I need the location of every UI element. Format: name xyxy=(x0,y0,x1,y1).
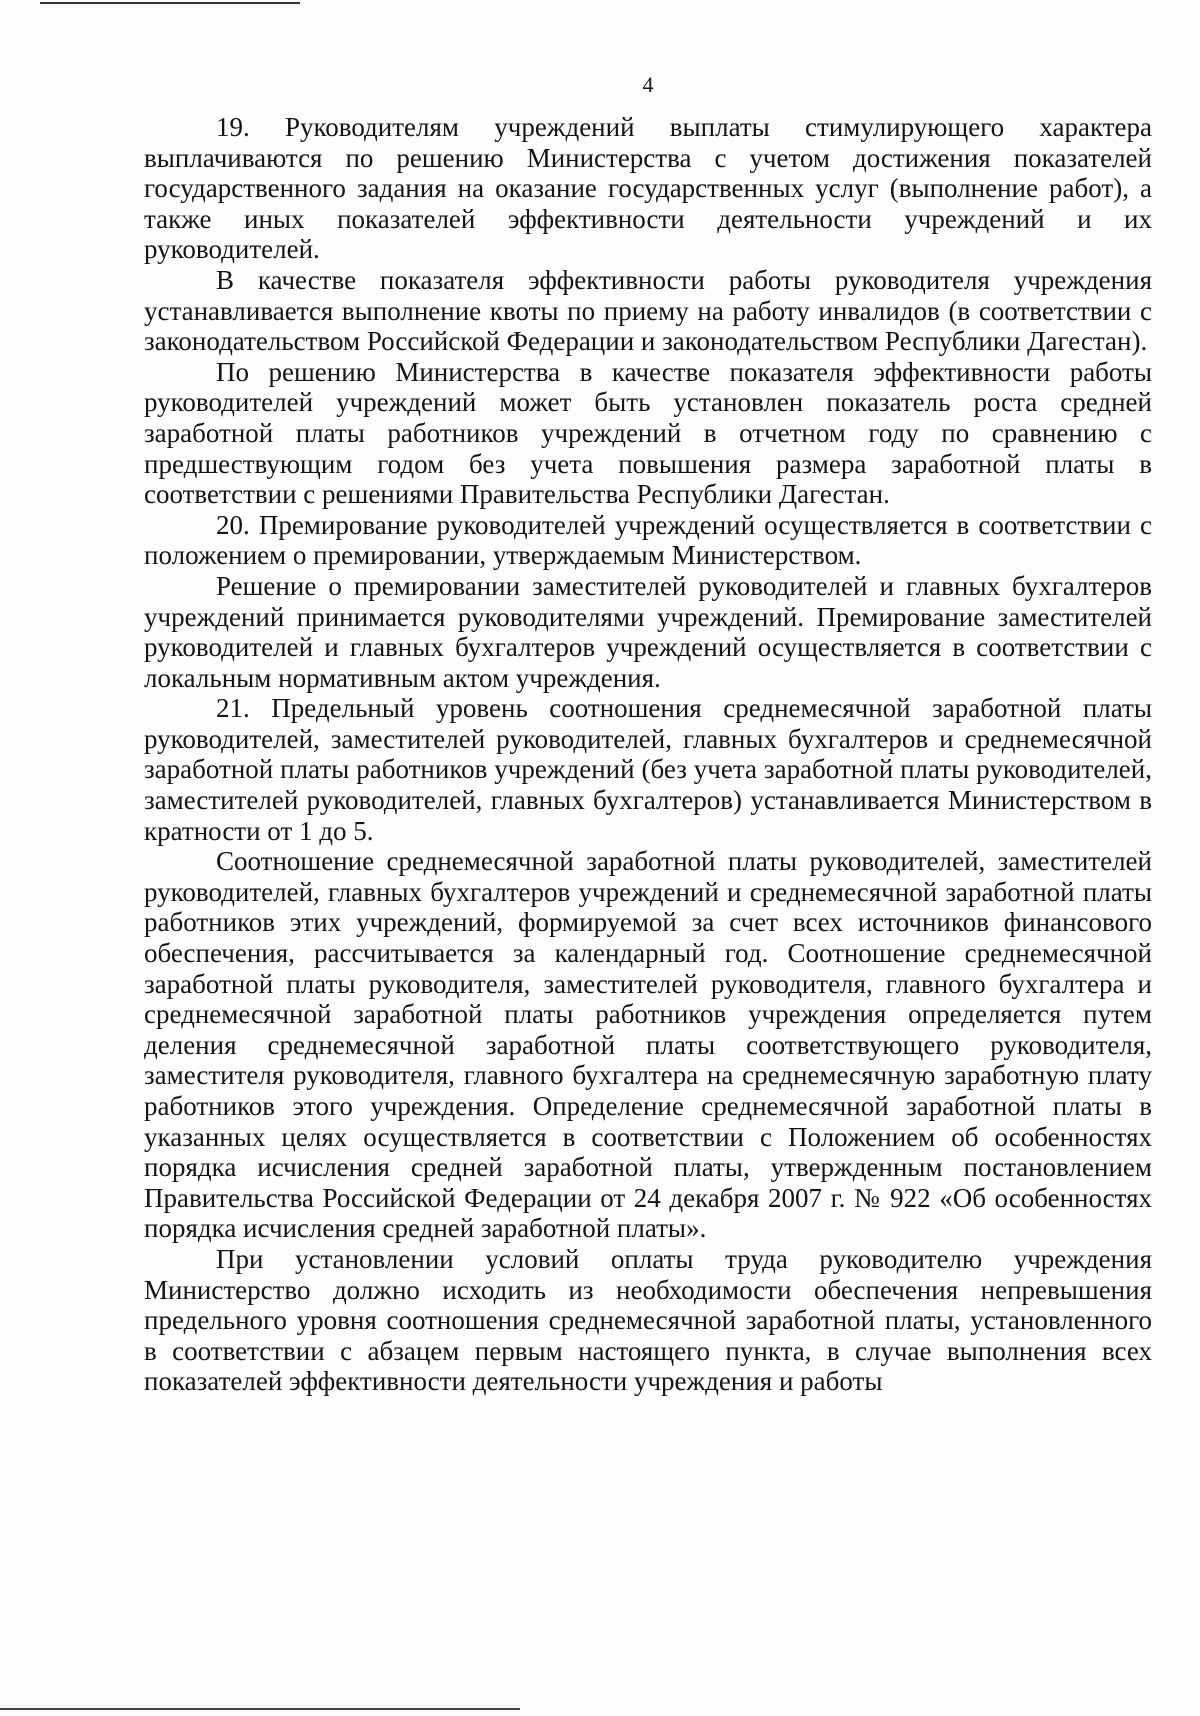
document-body xyxy=(144,112,1152,1397)
paragraph-20-bonus: 20. Премирование руководителей учреждений осуществляется в соответствии с положением о премировании, утверждаемым Министерством. xyxy=(144,509,1152,571)
page-number: 4 xyxy=(642,72,654,97)
paragraph-ratio-calculation: Соотношение среднемесячной заработной платы руководителей, заместителей руководителей, главных бухгалтеров учреждений и среднемесячной заработной платы работников этих учреждений, формируемой за счет всех источников финансового обеспечения, рассчитывается за календарный год. Соотношение среднемесячной заработной платы руководителя, заместителей руководителя, главного бухгалтера и среднемесячной заработной платы работников учреждения определяется путем деления среднемесячной заработной платы соответствующего руководителя, заместителя руководителя, главного бухгалтера на среднемесячную заработную плату работников этого учреждения. Определение среднемесячной заработной платы в указанных целях осуществляется в соответствии с Положением об особенностях порядка исчисления средней заработной платы, утвержденным постановлением Правительства Российской Федерации от 24 декабря 2007 г. № 922 «Об особенностях порядка исчисления средней заработной платы». xyxy=(144,846,1152,1244)
paragraph-21-ratio-limit: 21. Предельный уровень соотношения среднемесячной заработной платы руководителей, заместителей руководителей, главных бухгалтеров и среднемесячной заработной платы работников учреждений (без учета заработной платы руководителей, заместителей руководителей, главных бухгалтеров) устанавливается Министерством в кратности от 1 до 5. xyxy=(144,693,1152,846)
paragraph-deputy-bonus: Решение о премировании заместителей руководителей и главных бухгалтеров учреждений принимается руководителями учреждений. Премирование заместителей руководителей и главных бухгалтеров учреждений осуществляется в соответствии с локальным нормативным актом учреждения. xyxy=(144,570,1152,693)
paragraph-efficiency-quota: В качестве показателя эффективности работы руководителя учреждения устанавливается выполнение квоты по приему на работу инвалидов (в соответствии с законодательством Российской Федерации и законодательством Республики Дагестан). xyxy=(144,264,1152,357)
paragraph-pay-conditions: При установлении условий оплаты труда руководителю учреждения Министерство должно исходить из необходимости обеспечения непревышения предельного уровня соотношения среднемесячной заработной платы, установленного в соответствии с абзацем первым настоящего пункта, в случае выполнения всех показателей эффективности деятельности учреждения и работы xyxy=(144,1243,1152,1397)
paragraph-19-intro: 19. Руководителям учреждений выплаты стимулирующего характера выплачиваются по решению Министерства с учетом достижения показателей государственного задания на оказание государственных услуг (выполнение работ), а также иных показателей эффективности деятельности учреждений и их руководителей. xyxy=(144,112,1152,265)
paragraph-salary-growth: По решению Министерства в качестве показателя эффективности работы руководителей учреждений может быть установлен показатель роста средней заработной платы работников учреждений в отчетном году по сравнению с предшествующим годом без учета повышения размера заработной платы в соответствии с решениями Правительства Республики Дагестан. xyxy=(144,356,1152,510)
scan-edge-line-bottom xyxy=(0,1708,520,1710)
scan-edge-line-top xyxy=(40,2,300,4)
